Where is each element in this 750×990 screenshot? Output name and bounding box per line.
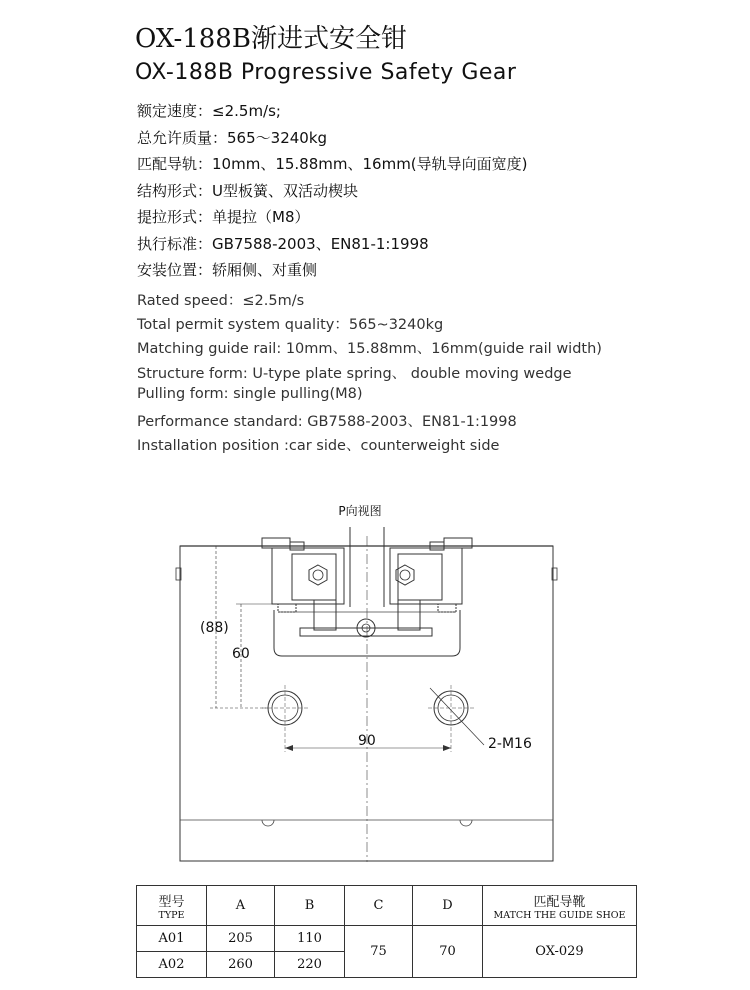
dim-90-arrow-left bbox=[285, 745, 293, 751]
row-a01-b: 110 bbox=[275, 926, 345, 952]
row-a02-b: 220 bbox=[275, 952, 345, 978]
hole-label: 2-M16 bbox=[488, 736, 532, 752]
spec-row-structure-cn bbox=[137, 180, 528, 207]
right-spring bbox=[438, 604, 456, 612]
spec-value: 565～3240kg bbox=[227, 128, 328, 147]
spec-row-mass-en: Total permit system quality：565~3240kg bbox=[137, 317, 444, 334]
row-a02-a: 260 bbox=[207, 952, 275, 978]
left-bolt-circle bbox=[313, 570, 323, 580]
spec-row-standard-cn bbox=[137, 233, 528, 260]
housing-outline bbox=[180, 546, 553, 861]
dim-60-label: 60 bbox=[232, 646, 250, 662]
model-table bbox=[136, 885, 637, 978]
page-title-en: OX-188B Progressive Safety Gear bbox=[135, 60, 517, 85]
row-a01-a: 205 bbox=[207, 926, 275, 952]
row-a02-type: A02 bbox=[137, 952, 207, 978]
left-bolt-hex bbox=[309, 565, 327, 585]
bottom-roller-left bbox=[262, 820, 274, 826]
header-shoe bbox=[483, 886, 637, 926]
right-block-inner bbox=[398, 554, 442, 600]
right-bolt-circle bbox=[400, 570, 410, 580]
spec-row-pulling-en: Pulling form: single pulling(M8) bbox=[137, 385, 363, 402]
spec-row-position-en: Installation position :car side、counterweight side bbox=[137, 438, 500, 455]
spec-value: 10mm、15.88mm、16mm(导轨导向面宽度) bbox=[212, 155, 528, 173]
left-hole-outer bbox=[268, 691, 302, 725]
header-c: C bbox=[345, 886, 413, 926]
left-block bbox=[272, 548, 344, 604]
spec-value: 单提拉（M8） bbox=[212, 208, 310, 226]
spec-value: 轿厢侧、对重侧 bbox=[212, 261, 318, 279]
table-row bbox=[137, 926, 637, 952]
spec-row-position-cn bbox=[137, 259, 528, 286]
header-shoe-en: MATCH THE GUIDE SHOE bbox=[493, 909, 626, 921]
header-type-en: TYPE bbox=[158, 909, 185, 921]
left-spring bbox=[278, 604, 296, 612]
spec-label: 匹配导轨： bbox=[137, 155, 213, 173]
bottom-roller-right bbox=[460, 820, 472, 826]
header-b: B bbox=[275, 886, 345, 926]
spec-row-speed-en: Rated speed：≤2.5m/s bbox=[137, 293, 305, 309]
header-shoe-cn: 匹配导靴 bbox=[533, 894, 586, 910]
right-bolt-hex bbox=[396, 565, 414, 585]
cell-shoe: OX-029 bbox=[483, 926, 637, 978]
spec-row-structure-en: Structure form: U-type plate spring、 double moving wedge bbox=[137, 365, 572, 382]
header-type-cn: 型号 bbox=[158, 894, 185, 910]
spec-label: 安装位置： bbox=[137, 261, 213, 279]
right-block bbox=[390, 548, 462, 604]
spec-label: 总允许质量： bbox=[137, 128, 228, 147]
row-a01-type: A01 bbox=[137, 926, 207, 952]
view-label: P向视图 bbox=[338, 504, 382, 518]
table-header-row bbox=[137, 886, 637, 926]
spec-value: U型板簧、双活动楔块 bbox=[212, 181, 358, 200]
page-title-cn: OX-188B渐进式安全钳 bbox=[135, 24, 407, 54]
spec-value: GB7588-2003、EN81-1:1998 bbox=[212, 234, 429, 253]
spec-row-rail-en: Matching guide rail: 10mm、15.88mm、16mm(guide rail width) bbox=[137, 341, 602, 358]
dim-88-label: (88) bbox=[200, 620, 229, 636]
spec-row-pulling-cn bbox=[137, 206, 528, 233]
spec-list-en bbox=[137, 289, 602, 458]
spec-row-speed-cn bbox=[137, 100, 528, 127]
spec-value: ≤2.5m/s; bbox=[212, 102, 281, 120]
spec-row-mass-cn bbox=[137, 127, 528, 154]
spec-list-cn bbox=[137, 100, 528, 286]
cell-c: 75 bbox=[345, 926, 413, 978]
technical-drawing bbox=[0, 490, 750, 870]
spec-label: 额定速度： bbox=[137, 102, 213, 120]
spec-row-standard-en: Performance standard: GB7588-2003、EN81-1:1998 bbox=[137, 413, 517, 430]
header-type bbox=[137, 886, 207, 926]
spec-label: 提拉形式： bbox=[137, 208, 213, 226]
right-hole-outer bbox=[434, 691, 468, 725]
header-d: D bbox=[413, 886, 483, 926]
spec-label: 执行标准： bbox=[137, 234, 213, 253]
dim-90-label: 90 bbox=[358, 733, 376, 749]
spec-label: 结构形式： bbox=[137, 181, 213, 200]
spec-row-rail-cn bbox=[137, 153, 528, 180]
dim-90-arrow-right bbox=[443, 745, 451, 751]
left-block-inner bbox=[292, 554, 336, 600]
header-a: A bbox=[207, 886, 275, 926]
cell-d: 70 bbox=[413, 926, 483, 978]
